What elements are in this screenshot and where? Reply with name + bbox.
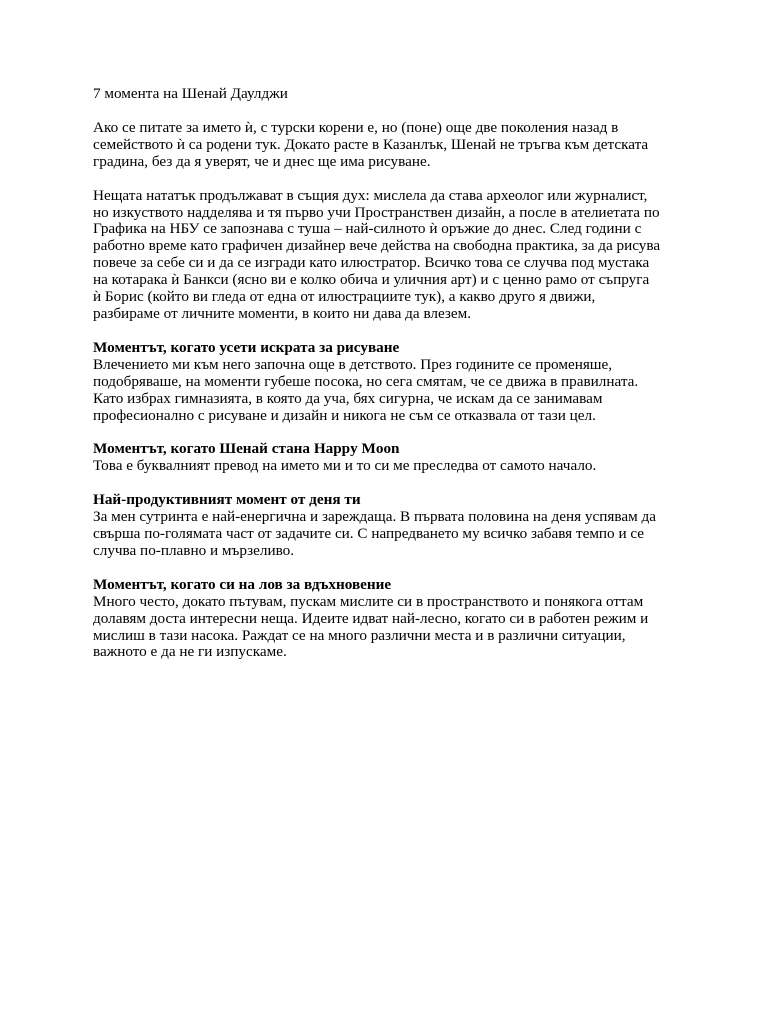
section-heading: Моментът, когато си на лов за вдъхновение [93,575,392,593]
section-heading: Моментът, когато Шенай стана Happy Moon [93,440,400,458]
background-line: ѝ Борис (който ви гледа от една от илюстрациите тук), а какво друго я движи, [93,288,596,306]
section-spark [93,340,683,425]
document-page [93,86,683,678]
section-line: долавям доста интересни неща. Идеите идват най-лесно, когато си в работен режим и [93,609,649,627]
section-line: мислиш в тази насока. Раждат се на много различни места и в различни ситуации, [93,626,626,644]
section-line: За мен сутринта е най-енергична и зареждаща. В първата половина на деня успявам да [93,508,656,526]
section-inspiration [93,577,683,662]
section-line: важното е да не ги изпускаме. [93,643,287,661]
background-line: но изкуството надделява и тя първо учи Пространствен дизайн, а после в ателиетата по [93,203,660,221]
section-line: подобряваше, на моменти губеше посока, но сега смятам, че се движа в правилната. [93,372,639,390]
section-line: Това е буквалният превод на името ми и то си ме преследва от самото начало. [93,457,597,475]
background-paragraph [93,188,683,323]
section-line: Като избрах гимназията, в която да уча, бях сигурна, че искам да се занимавам [93,389,603,407]
intro-line: семейството ѝ са родени тук. Докато расте в Казанлък, Шенай не тръгва към детската [93,135,649,153]
section-heading: Най-продуктивният момент от деня ти [93,491,361,509]
section-line: Влечението ми към него започна още в детството. През годините се променяше, [93,355,613,373]
section-line: свърша по-голямата част от задачите си. С напредването му всичко забавя темпо и се [93,525,645,543]
intro-line: градина, без да я уверят, че и днес ще има рисуване. [93,152,431,170]
section-line: случва по-плавно и мързеливо. [93,541,295,559]
section-heading: Моментът, когато усети искрата за рисуване [93,338,400,356]
section-productive [93,492,683,560]
intro-line: Ако се питате за името ѝ, с турски корени е, но (поне) още две поколения назад в [93,118,619,136]
section-happy-moon [93,441,683,475]
section-line: професионално с рисуване и дизайн и никога не съм се отказвала от тази цел. [93,406,596,424]
background-line: разбираме от личните моменти, в които ни дава да влезем. [93,304,472,322]
section-line: Много често, докато пътувам, пускам мислите си в пространството и понякога оттам [93,592,644,610]
intro-paragraph [93,120,683,171]
background-line: Нещата нататък продължават в същия дух: мислела да става археолог или журналист, [93,186,648,204]
background-line: повече за себе си и да се изгради като илюстратор. Всичко това се случва под мустака [93,254,650,272]
background-line: Графика на НБУ се запознава с туша – най-силното ѝ оръжие до днес. След години с [93,220,642,238]
document-title: 7 момента на Шенай Даулджи [93,85,288,102]
background-line: на котарака ѝ Банкси (ясно ви е колко обича и уличния арт) и с ценно рамо от съпруга [93,271,650,289]
background-line: работно време като графичен дизайнер вече действа на свободна практика, за да рисува [93,237,661,255]
